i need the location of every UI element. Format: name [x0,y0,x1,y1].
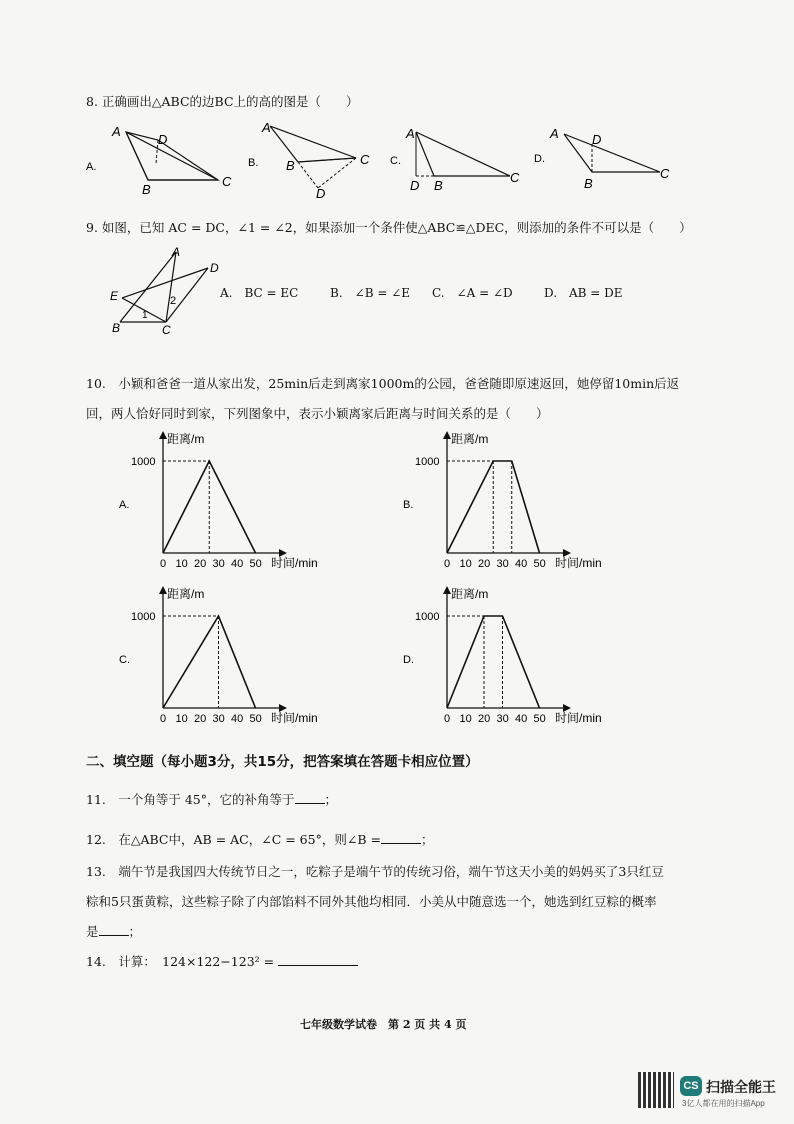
y-axis-label: 距离/m [167,587,205,601]
q9-stem: 9. 如图，已知 AC = DC，∠1 = ∠2，如果添加一个条件使△ABC≌△DEC，则添加的条件不可以是（ ） [86,220,692,235]
q11 [86,790,337,808]
q13-line1: 13. 端午节是我国四大传统节日之一，吃粽子是端午节的传统习俗，端午节这天小美的妈妈买了3只红豆 [86,864,664,879]
q11-answer-blank[interactable] [295,791,325,804]
graph-option-letter: A. [119,499,130,511]
page-footer: 七年级数学试卷 第 2 页 共 4 页 [300,1018,467,1031]
x-tick-label: 40 [515,713,528,725]
q9-option-c: C. ∠A = ∠D [432,286,513,300]
x-tick-label: 30 [212,713,225,725]
x-tick-label: 20 [478,713,491,725]
svg-text:A: A [406,126,415,141]
svg-text:B: B [142,182,151,197]
q13-line2: 粽和5只蛋黄粽，这些粽子除了内部馅料不同外其他均相同．小美从中随意选一个，她选到红豆粽的概率 [86,894,657,909]
q12-answer-blank[interactable] [381,831,421,844]
x-tick-label: 10 [175,558,188,570]
x-tick-label: 40 [231,558,244,570]
q8-option-b-letter: B. [248,157,259,169]
q10-line2: 回，两人恰好同时到家，下列图象中，表示小颖离家后距离与时间关系的是（ ） [86,406,549,421]
q11-end: ； [324,792,338,807]
q13-line3 [86,922,141,940]
svg-text:B: B [434,178,443,193]
x-axis-label: 时间/min [271,556,318,570]
graph-option-letter: D. [403,654,414,666]
svg-text:A: A [172,245,181,259]
q12 [86,830,433,848]
q13-prefix: 是 [86,924,99,939]
q14-answer-blank[interactable] [278,953,358,966]
section-2-title: 二、填空题（每小题3分，共15分，把答案填在答题卡相应位置） [86,754,479,770]
svg-text:C: C [660,166,670,181]
y-axis-arrow-icon [443,431,451,439]
x-tick-label: 20 [194,558,207,570]
y-tick-label: 1000 [131,611,156,623]
distance-time-line [447,616,540,708]
svg-text:2: 2 [170,295,177,307]
svg-text:C: C [360,152,370,167]
q12-end: ； [420,832,434,847]
qr-code-icon [638,1072,674,1108]
x-tick-label: 0 [444,713,451,725]
distance-time-line [163,616,256,708]
x-axis-label: 时间/min [555,711,602,725]
svg-text:B: B [584,176,593,191]
x-tick-label: 30 [496,558,509,570]
q12-text: 12. 在△ABC中，AB = AC，∠C = 65°，则∠B = [86,832,381,847]
svg-text:C: C [222,174,232,189]
q14-text: 14. 计算： 124×122−123² = [86,954,275,969]
svg-text:A: A [550,126,559,141]
x-tick-label: 50 [249,713,262,725]
svg-text:C: C [162,323,171,336]
x-axis-label: 时间/min [271,711,318,725]
svg-text:B: B [112,321,121,335]
q9-option-b: B. ∠B = ∠E [330,286,411,300]
x-axis-label: 时间/min [555,556,602,570]
svg-text:D: D [316,186,326,198]
svg-text:D: D [410,178,420,193]
x-tick-label: 40 [515,558,528,570]
x-tick-label: 50 [533,558,546,570]
graph-option-letter: C. [119,654,130,666]
q13-answer-blank[interactable] [99,923,129,936]
x-tick-label: 30 [212,558,225,570]
svg-text:A: A [262,120,271,135]
y-axis-label: 距离/m [451,587,489,601]
x-tick-label: 20 [478,558,491,570]
svg-text:D: D [592,132,602,147]
svg-text:D: D [210,261,219,275]
q11-text: 11. 一个角等于 45°，它的补角等于 [86,792,295,807]
x-tick-label: 0 [160,558,167,570]
x-tick-label: 0 [444,558,451,570]
q8-option-d-letter: D. [534,153,545,165]
x-tick-label: 20 [194,713,207,725]
q9-option-d: D. AB = DE [544,286,623,300]
q8-stem: 8. 正确画出△ABC的边BC上的高的图是（ ） [86,94,359,109]
x-tick-label: 50 [533,713,546,725]
y-axis-arrow-icon [159,586,167,594]
scanner-app-tagline: 3亿人都在用的扫描App [682,1099,765,1108]
svg-text:D: D [158,132,168,147]
x-tick-label: 10 [459,558,472,570]
y-tick-label: 1000 [131,456,156,468]
x-tick-label: 10 [175,713,188,725]
x-tick-label: 0 [160,713,167,725]
q13-end: ； [128,924,142,939]
q9-option-a: A. BC = EC [220,286,299,300]
camscanner-logo-icon: CS [680,1076,702,1096]
y-axis-arrow-icon [443,586,451,594]
svg-text:C: C [510,170,520,185]
y-axis-label: 距离/m [451,432,489,446]
y-axis-arrow-icon [159,431,167,439]
q8-option-c-letter: C. [390,155,401,167]
svg-text:1: 1 [142,310,148,321]
svg-text:A: A [112,124,121,139]
scanner-app-name: 扫描全能王 [706,1079,776,1095]
q10-line1: 10. 小颖和爸爸一道从家出发，25min后走到离家1000m的公园，爸爸随即原速返回，她停留10min后返 [86,376,680,391]
x-tick-label: 30 [496,713,509,725]
x-tick-label: 10 [459,713,472,725]
svg-text:B: B [286,158,295,173]
svg-text:E: E [110,289,119,303]
x-tick-label: 40 [231,713,244,725]
graph-option-letter: B. [403,499,414,511]
q14 [86,952,358,970]
y-tick-label: 1000 [415,611,440,623]
x-tick-label: 50 [249,558,262,570]
y-tick-label: 1000 [415,456,440,468]
q8-option-a-letter: A. [86,161,97,173]
y-axis-label: 距离/m [167,432,205,446]
